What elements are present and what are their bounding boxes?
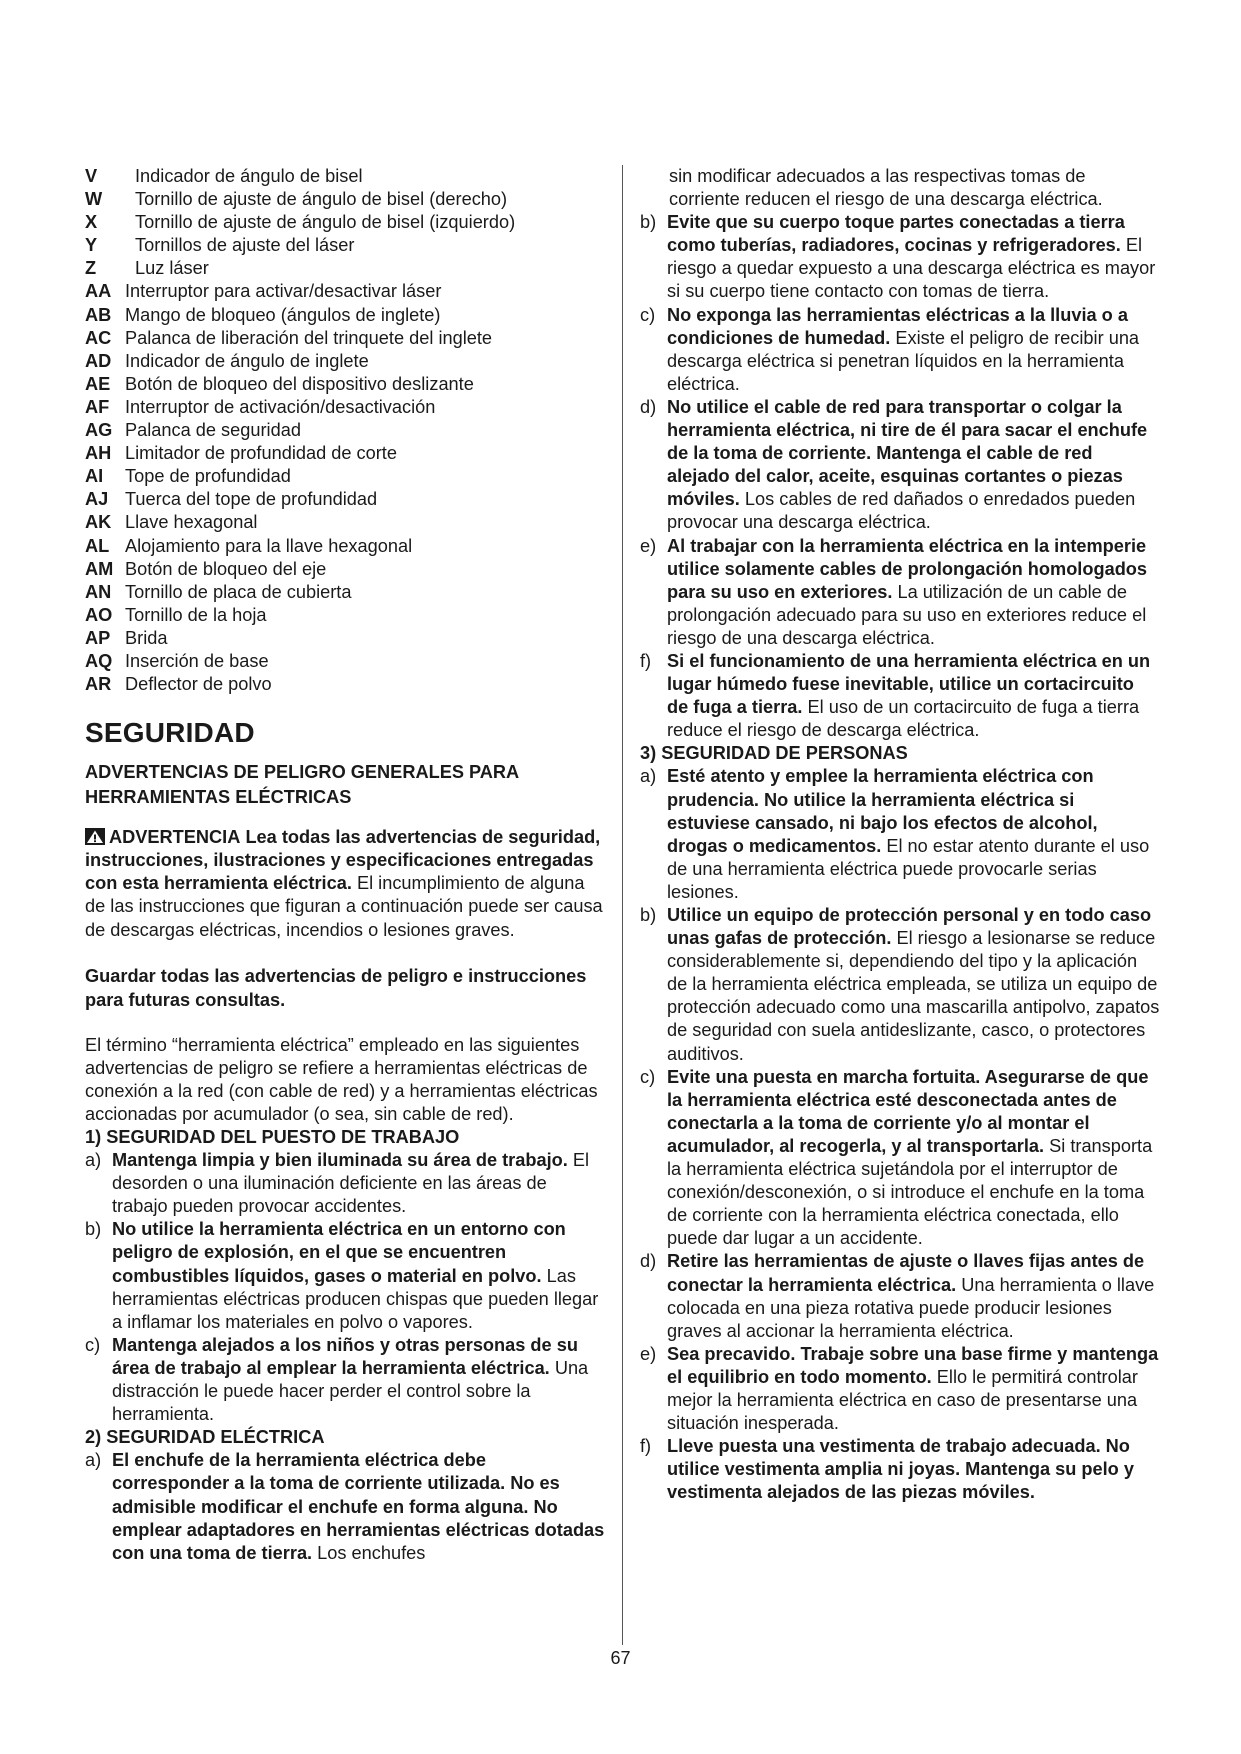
item-text bbox=[112, 1334, 605, 1426]
item-label: c) bbox=[640, 1066, 656, 1087]
legend-text: Limitador de profundidad de corte bbox=[125, 443, 397, 464]
legend-row bbox=[85, 673, 605, 696]
legend-text: Llave hexagonal bbox=[125, 512, 258, 533]
legend-text: Deflector de polvo bbox=[125, 674, 272, 695]
item-text bbox=[667, 1066, 1160, 1251]
component-legend bbox=[85, 165, 605, 696]
legend-row bbox=[85, 234, 605, 257]
legend-text: Tornillos de ajuste del láser bbox=[135, 235, 355, 256]
item-bold-text: Evite que su cuerpo toque partes conectadas a tierra como tuberías, radiadores, cocinas y refrigeradores. bbox=[667, 212, 1125, 256]
legend-key: AE bbox=[85, 373, 111, 394]
legend-row bbox=[85, 304, 605, 327]
legend-row bbox=[85, 373, 605, 396]
legend-text: Indicador de ángulo de bisel bbox=[135, 166, 363, 186]
legend-row bbox=[85, 188, 605, 211]
legend-text: Tuerca del tope de profundidad bbox=[125, 489, 378, 510]
legend-row bbox=[85, 257, 605, 280]
legend-row bbox=[85, 511, 605, 534]
legend-key: AR bbox=[85, 674, 112, 695]
legend-key: AK bbox=[85, 512, 112, 533]
item-bold-text: El enchufe de la herramienta eléctrica debe corresponder a la toma de corriente utilizada. No es admisible modificar el enchufe en forma alguna. No emplear adaptadores en herramientas eléctricas dotadas con una toma de tierra. bbox=[112, 1450, 605, 1563]
item-text bbox=[112, 1449, 605, 1564]
group3-list bbox=[640, 765, 1160, 1504]
item-normal-text: El riesgo a quedar expuesto a una descarga eléctrica es mayor si su cuerpo tiene contacto con tomas de tierra. bbox=[667, 235, 1156, 302]
legend-text: Palanca de seguridad bbox=[125, 420, 301, 441]
legend-row bbox=[85, 627, 605, 650]
legend-row bbox=[85, 350, 605, 373]
legend-key: V bbox=[85, 166, 98, 186]
item-label: e) bbox=[640, 1343, 657, 1364]
item-label: a) bbox=[85, 1450, 102, 1471]
item-label: c) bbox=[640, 304, 656, 325]
item-text bbox=[667, 1435, 1160, 1504]
legend-text: Alojamiento para la llave hexagonal bbox=[125, 535, 413, 556]
legend-text: Tornillo de la hoja bbox=[125, 604, 267, 625]
item-normal-text: Una distracción le puede hacer perder el control sobre la herramienta. bbox=[112, 1357, 589, 1425]
warning-normal-text: El incumplimiento de alguna de las instrucciones que figuran a continuación puede ser causa de descargas eléctricas, incendios o lesiones graves. bbox=[85, 873, 603, 940]
legend-text: Brida bbox=[125, 627, 168, 648]
item-bold-text: Al trabajar con la herramienta eléctrica en la intemperie utilice solamente cables de prolongación homologados para su uso en exteriores. bbox=[667, 535, 1148, 602]
item-label: b) bbox=[85, 1219, 102, 1240]
group3-heading: 3) SEGURIDAD DE PERSONAS bbox=[640, 743, 908, 764]
legend-row bbox=[85, 535, 605, 558]
item-bold-text: Mantenga alejados a los niños y otras personas de su área de trabajo al emplear la herramienta eléctrica. bbox=[112, 1334, 578, 1378]
legend-text: Indicador de ángulo de inglete bbox=[125, 350, 369, 371]
section-title: SEGURIDAD bbox=[85, 717, 255, 749]
legend-key: X bbox=[85, 212, 98, 233]
item-normal-text: Si transporta la herramienta eléctrica sujetándola por el interruptor de conexión/desconexión, o si introduce el enchufe en la toma de corriente con la herramienta eléctrica conectada, ello puede dar lugar a un accidente. bbox=[667, 1135, 1153, 1249]
legend-text: Tornillo de ajuste de ángulo de bisel (derecho) bbox=[135, 189, 508, 210]
legend-key: W bbox=[85, 189, 103, 210]
group2-item-a-continued: sin modificar adecuados a las respectivas tomas de corriente reducen el riesgo de una descarga eléctrica. bbox=[669, 166, 1103, 210]
keep-instructions-text: Guardar todas las advertencias de peligro e instrucciones para futuras consultas. bbox=[85, 965, 587, 1010]
legend-key: AD bbox=[85, 350, 112, 371]
legend-row bbox=[85, 558, 605, 581]
list-item bbox=[640, 211, 1160, 303]
item-bold-text: Utilice un equipo de protección personal y en todo caso unas gafas de protección. bbox=[667, 905, 1152, 949]
item-normal-text: Existe el peligro de recibir una descarga eléctrica si penetran líquidos en la herramienta eléctrica. bbox=[667, 327, 1140, 394]
item-text bbox=[667, 396, 1160, 535]
item-normal-text: Los cables de red dañados o enredados pueden provocar una descarga eléctrica. bbox=[667, 489, 1136, 533]
legend-row bbox=[85, 442, 605, 465]
item-text bbox=[667, 1343, 1160, 1435]
item-normal-text: Una herramienta o llave colocada en una pieza rotativa puede producir lesiones graves al accionar la herramienta eléctrica. bbox=[667, 1274, 1155, 1341]
item-bold-text: Retire las herramientas de ajuste o llaves fijas antes de conectar la herramienta eléctrica. bbox=[667, 1251, 1145, 1295]
legend-key: Y bbox=[85, 235, 98, 256]
legend-text: Tornillo de ajuste de ángulo de bisel (izquierdo) bbox=[135, 212, 516, 233]
legend-text: Interruptor de activación/desactivación bbox=[125, 396, 436, 417]
subsection-title: ADVERTENCIAS DE PELIGRO GENERALES PARA HERRAMIENTAS ELÉCTRICAS bbox=[85, 762, 519, 808]
item-bold-text: Lleve puesta una vestimenta de trabajo adecuada. No utilice vestimenta amplia ni joyas. Mantenga su pelo y vestimenta alejados de las piezas móviles. bbox=[667, 1436, 1134, 1503]
group2-item-a bbox=[85, 1449, 605, 1564]
legend-key: AL bbox=[85, 535, 110, 556]
legend-key: AC bbox=[85, 327, 112, 348]
legend-key: AO bbox=[85, 604, 113, 625]
legend-key: AG bbox=[85, 420, 113, 441]
legend-key: AI bbox=[85, 466, 104, 487]
item-text bbox=[667, 211, 1160, 303]
item-text bbox=[667, 650, 1160, 742]
list-item bbox=[85, 1218, 605, 1333]
warning-bold-text: Lea todas las advertencias de seguridad, instrucciones, ilustraciones y especificaciones entregadas con esta herramienta eléctrica. bbox=[85, 827, 601, 894]
warning-paragraph bbox=[85, 826, 605, 941]
item-label: d) bbox=[640, 396, 657, 417]
legend-text: Tornillo de placa de cubierta bbox=[125, 581, 352, 602]
item-bold-text: Si el funcionamiento de una herramienta eléctrica en un lugar húmedo fuese inevitable, utilice un cortacircuito de fuga a tierra. bbox=[667, 650, 1151, 718]
item-normal-text: El riesgo a lesionarse se reduce considerablemente si, dependiendo del tipo y la aplicación de la herramienta eléctrica empleada, se utiliza un equipo de protección adecuado como una mascarilla antipolvo, zapatos de seguridad con suela antideslizante, casco, o protectores auditivos. bbox=[667, 928, 1160, 1064]
item-normal-text: El no estar atento durante el uso de una herramienta eléctrica puede provocarle serias lesiones. bbox=[667, 835, 1150, 902]
item-bold-text: No utilice el cable de red para transportar o colgar la herramienta eléctrica, ni tire de él para sacar el enchufe de la toma de corriente. Mantenga el cable de red alejado del calor, aceite, esquinas cortantes o piezas móviles. bbox=[667, 396, 1148, 510]
item-label: f) bbox=[640, 1436, 652, 1457]
legend-text: Inserción de base bbox=[125, 650, 269, 671]
legend-key: AH bbox=[85, 443, 112, 464]
item-label: a) bbox=[640, 766, 657, 787]
legend-row bbox=[85, 650, 605, 673]
legend-row bbox=[85, 327, 605, 350]
list-item bbox=[640, 650, 1160, 742]
group2-heading: 2) SEGURIDAD ELÉCTRICA bbox=[85, 1427, 325, 1448]
legend-key: AN bbox=[85, 581, 112, 602]
legend-key: Z bbox=[85, 258, 97, 279]
item-text bbox=[667, 765, 1160, 904]
page-number: 67 bbox=[610, 1648, 631, 1668]
group1-list bbox=[85, 1149, 605, 1426]
item-label: b) bbox=[640, 212, 657, 233]
legend-text: Palanca de liberación del trinquete del inglete bbox=[125, 327, 493, 348]
list-item bbox=[640, 1066, 1160, 1251]
legend-key: AP bbox=[85, 627, 111, 648]
legend-text: Tope de profundidad bbox=[125, 466, 291, 487]
item-normal-text: Ello le permitirá controlar mejor la herramienta eléctrica en caso de presentarse una situación inesperada. bbox=[667, 1366, 1138, 1434]
item-text bbox=[667, 1250, 1160, 1342]
item-label: d) bbox=[640, 1251, 657, 1272]
legend-key: AB bbox=[85, 304, 112, 325]
item-normal-text: El uso de un cortacircuito de fuga a tierra reduce el riesgo de descarga eléctrica. bbox=[667, 697, 1140, 741]
legend-text: Luz láser bbox=[135, 258, 209, 279]
legend-row bbox=[85, 280, 605, 303]
left-column bbox=[85, 165, 605, 1565]
list-item bbox=[640, 1343, 1160, 1435]
legend-key: AF bbox=[85, 396, 110, 417]
warning-triangle-icon bbox=[85, 828, 105, 845]
item-text bbox=[667, 535, 1160, 650]
item-bold-text: Sea precavido. Trabaje sobre una base firme y mantenga el equilibrio en todo momento. bbox=[667, 1343, 1159, 1387]
legend-text: Mango de bloqueo (ángulos de inglete) bbox=[125, 304, 441, 325]
item-label: e) bbox=[640, 535, 657, 556]
item-label: b) bbox=[640, 905, 657, 925]
legend-key: AM bbox=[85, 558, 114, 579]
legend-key: AQ bbox=[85, 650, 113, 671]
list-item bbox=[85, 1334, 605, 1426]
group2-list bbox=[640, 211, 1160, 742]
group1-heading: 1) SEGURIDAD DEL PUESTO DE TRABAJO bbox=[85, 1127, 460, 1147]
legend-row bbox=[85, 396, 605, 419]
item-bold-text: Esté atento y emplee la herramienta eléctrica con prudencia. No utilice la herramienta eléctrica si estuviese cansado, ni bajo los efectos de alcohol, drogas o medicamentos. bbox=[667, 766, 1098, 856]
legend-text: Botón de bloqueo del dispositivo deslizante bbox=[125, 373, 474, 394]
item-normal-text: El desorden o una iluminación deficiente en las áreas de trabajo pueden provocar accidentes. bbox=[112, 1150, 590, 1217]
item-label: c) bbox=[85, 1334, 101, 1355]
item-label: f) bbox=[640, 650, 652, 671]
list-item bbox=[640, 765, 1160, 904]
legend-row bbox=[85, 165, 605, 188]
item-label: a) bbox=[85, 1150, 102, 1171]
item-normal-text: Las herramientas eléctricas producen chispas que pueden llegar a inflamar los materiales en polvo o vapores. bbox=[112, 1265, 599, 1332]
legend-text: Botón de bloqueo del eje bbox=[125, 558, 327, 579]
list-item bbox=[640, 904, 1160, 1066]
list-item bbox=[640, 535, 1160, 650]
item-bold-text: No exponga las herramientas eléctricas a la lluvia o a condiciones de humedad. bbox=[667, 304, 1128, 348]
item-text bbox=[112, 1149, 605, 1218]
legend-row bbox=[85, 604, 605, 627]
item-normal-text: Los enchufes bbox=[317, 1542, 426, 1563]
legend-text: Interruptor para activar/desactivar láser bbox=[125, 281, 442, 302]
legend-row bbox=[85, 211, 605, 234]
list-item bbox=[640, 1435, 1160, 1504]
right-column bbox=[640, 165, 1160, 1504]
legend-key: AA bbox=[85, 281, 112, 302]
item-normal-text: La utilización de un cable de prolongación adecuado para su uso en exteriores reduce el riesgo de una descarga eléctrica. bbox=[667, 581, 1147, 648]
item-text bbox=[112, 1218, 605, 1333]
item-text bbox=[667, 904, 1160, 1066]
item-text bbox=[667, 304, 1160, 396]
item-bold-text: No utilice la herramienta eléctrica en un entorno con peligro de explosión, en el que se encuentren combustibles líquidos, gases o material en polvo. bbox=[112, 1219, 566, 1286]
legend-key: AJ bbox=[85, 489, 109, 510]
legend-row bbox=[85, 581, 605, 604]
item-bold-text: Mantenga limpia y bien iluminada su área de trabajo. bbox=[112, 1150, 568, 1171]
list-item bbox=[640, 1250, 1160, 1342]
list-item bbox=[640, 396, 1160, 535]
intro-paragraph: El término “herramienta eléctrica” empleado en las siguientes advertencias de peligro se refiere a herramientas eléctricas de conexión a la red (con cable de red) y a herramientas eléctricas accionadas por acumulador (o sea, sin cable de red). bbox=[85, 1034, 598, 1124]
legend-row bbox=[85, 465, 605, 488]
list-item bbox=[85, 1149, 605, 1218]
legend-row bbox=[85, 488, 605, 511]
warning-label: ADVERTENCIA bbox=[109, 827, 241, 848]
legend-row bbox=[85, 419, 605, 442]
item-bold-text: Evite una puesta en marcha fortuita. Asegurarse de que la herramienta eléctrica esté desconectada antes de conectarla a la toma de corriente y/o al montar el acumulador, al recogerla, y al transportarla. bbox=[667, 1066, 1149, 1156]
column-divider bbox=[622, 165, 623, 1645]
list-item bbox=[640, 304, 1160, 396]
